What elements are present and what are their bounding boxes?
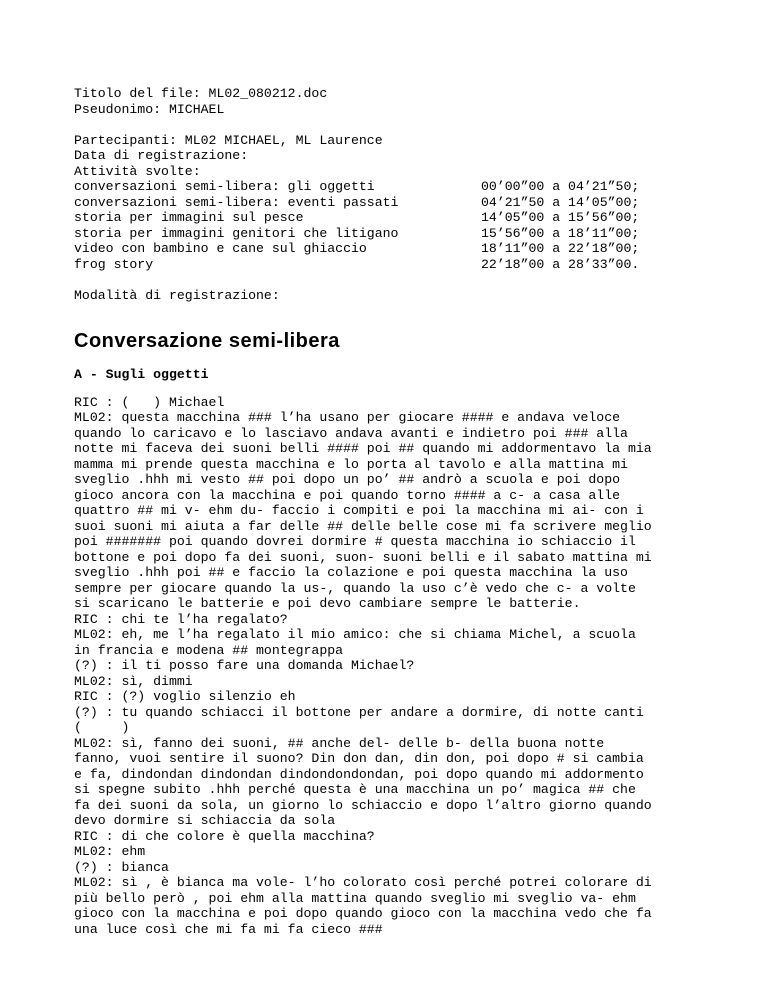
transcript-line: ML02: sì, fanno dei suoni, ## anche del- delle b- della buona notte [74,735,605,751]
transcript-line: mamma mi prende questa macchina e lo porta al tavolo e alla mattina mi [74,456,628,472]
transcript-line: devo dormire si schiaccia da sola [74,813,336,828]
transcript-line: notte mi faceva dei suoni belli #### poi ## quando mi addormentavo la mia [74,441,652,456]
transcript-line: quando lo caricavo e lo lasciavo andava avanti e indietro poi ### alla [74,425,628,441]
transcript-line: RIC : di che colore è quella macchina? [74,828,375,844]
transcript-line: gioco con la macchina e poi dopo quando gioco con la macchina vedo che fa [74,906,652,921]
transcript-line: si spegne subito .hhh perché questa è una macchina un po’ magica ## che [74,782,636,797]
transcript-line: sveglio .hhh poi ## e faccio la colazione e poi questa macchina la uso [74,565,628,580]
pseudonym: Pseudonimo: MICHAEL [74,101,225,117]
transcript-line: (?) : tu quando schiacci il bottone per andare a dormire, di notte canti [74,704,644,720]
transcript-line: più bello però , poi ehm alla mattina quando sveglio mi sveglio va- ehm [74,890,636,906]
activity-time: 18’11”00 a 22’18”00; [481,241,640,256]
activity-name: video con bambino e cane sul ghiaccio [74,241,367,256]
activity-name: frog story [74,256,154,272]
transcript-line: quattro ## mi v- ehm du- faccio i compiti e poi la macchina mi ai- con i [74,503,644,518]
activity-time: 22’18”00 a 28’33”00. [481,256,640,272]
activity-time: 14’05”00 a 15’56”00; [481,210,640,225]
transcript-line: sveglio .hhh mi vesto ## poi dopo un po’ ## andrò a scuola e poi dopo [74,472,621,487]
transcript-line: ML02: sì, dimmi [74,673,193,689]
transcript-line: in francia e modena ## montegrappa [74,642,344,658]
activity-name: conversazioni semi-libera: gli oggetti [74,179,375,194]
transcript-line: bottone e poi dopo fa dei suoni, suon- suoni belli e il sabato mattina mi [74,549,652,565]
transcript-line: suoi suoni mi aiuta a far delle ## delle belle cose mi fa scrivere meglio [74,518,652,534]
transcript-line: ML02: ehm [74,844,146,859]
transcript-line: fa dei suoni da sola, un giorno lo schiaccio e dopo l’altro giorno quando [74,797,652,813]
transcript-line: (?) : bianca [74,859,169,875]
transcript-line: (?) : il ti posso fare una domanda Michael? [74,658,415,673]
transcript [74,395,714,938]
transcript-line: sempre per giocare quando la us-, quando la uso c’è vedo che c- a volte [74,580,636,596]
transcript-line: RIC : ( ) Michael [74,394,225,410]
document-page [74,86,714,937]
activity-time: 04’21”50 a 14’05”00; [481,194,640,210]
transcript-line: si scaricano le batterie e poi devo cambiare sempre le batterie. [74,596,581,611]
transcript-line: gioco ancora con la macchina e poi quando torno #### a c- a casa alle [74,487,621,503]
transcript-line: e fa, dindondan dindondan dindondondondan, poi dopo quando mi addormento [74,766,644,782]
activity-times [481,179,639,272]
section-title: Conversazione semi-libera [74,330,340,352]
activity-time: 15’56”00 a 18’11”00; [481,225,640,241]
transcript-line: RIC : chi te l’ha regalato? [74,611,288,627]
activity-name: storia per immagini genitori che litigano [74,225,399,241]
recording-date: Data di registrazione: [74,148,249,163]
transcript-line: fanno, vuoi sentire il suono? Din don dan, din don, poi dopo # si cambia [74,751,644,766]
transcript-line: ML02: questa macchina ### l’ha usano per giocare #### e andava veloce [74,410,621,425]
transcript-line: ( ) [74,720,130,735]
transcript-line: RIC : (?) voglio silenzio eh [74,689,296,704]
participants: Partecipanti: ML02 MICHAEL, ML Laurence [74,132,383,148]
recording-mode: Modalità di registrazione: [74,287,280,303]
activity-name: conversazioni semi-libera: eventi passati [74,194,399,210]
file-title: Titolo del file: ML02_080212.doc [74,86,328,101]
activities-label: Attività svolte: [74,163,201,179]
activity-time: 00’00”00 a 04’21”50; [481,179,640,194]
transcript-line: ML02: eh, me l’ha regalato il mio amico: che si chiama Michel, a scuola [74,627,636,642]
transcript-line: una luce così che mi fa mi fa cieco ### [74,921,383,937]
section-subtitle: A - Sugli oggetti [74,367,209,382]
transcript-line: ML02: sì , è bianca ma vole- l’ho colorato così perché potrei colorare di [74,875,652,890]
metadata-block [74,133,714,273]
activity-name: storia per immagini sul pesce [74,210,304,225]
transcript-line: poi ####### poi quando dovrei dormire # questa macchina io schiaccio il [74,534,636,549]
